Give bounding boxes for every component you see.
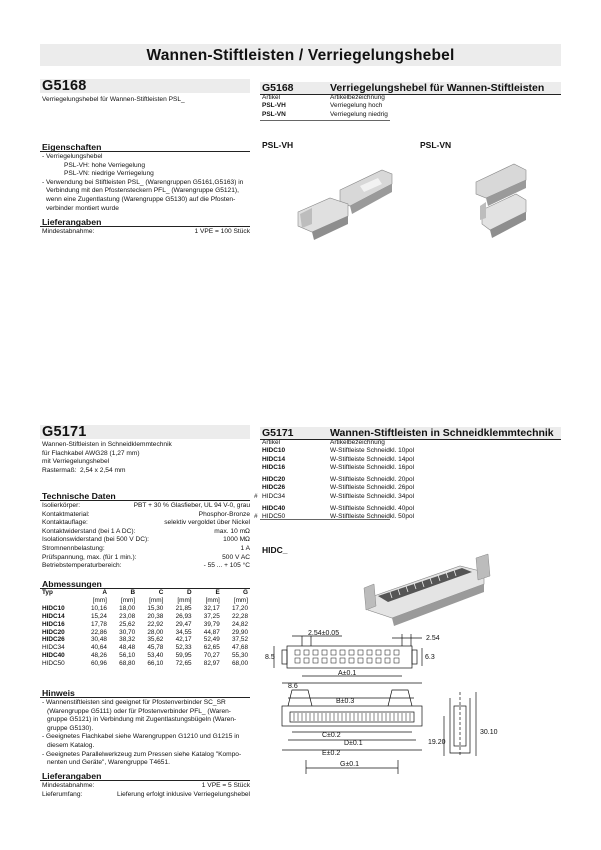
dims-cell: 42,17 [175,636,192,644]
tech-label: Kontaktauflage: [42,519,88,527]
g5168-right-title: Verriegelungshebel für Wannen-Stiftleisten [330,82,545,94]
tech-value: PBT + 30 % Glasfieber, UL 94 V-0, grau [133,502,250,509]
raster-line [42,467,172,476]
pin [322,650,327,655]
discontinued-mark: # [254,492,258,500]
dims-cell: 15,24 [90,612,107,620]
tech-row [42,554,250,563]
dims-header [41,589,249,597]
desc-line: Wannen-Stiftleisten in Schneidklemmtechnik [42,441,172,448]
prop-line: verbinder montiert wurde [46,204,119,212]
dims-cell: HIDC10 [42,604,65,612]
photo-label-psl-vh: PSL-VH [262,140,294,150]
dims-cell: [mm] [92,596,107,604]
dims-cell: 18,00 [119,604,136,612]
dims-cell: 48,48 [119,644,136,652]
dims-cell: 34,55 [175,628,192,636]
pin [394,650,399,655]
dims-cell: HIDC40 [42,652,65,660]
dims-cell: 24,82 [232,620,248,628]
g5171-table [254,439,554,522]
dims-cell: 56,10 [119,652,136,660]
dims-cell: [mm] [177,596,192,604]
g5171-delivery [42,782,250,799]
dims-cell: 70,27 [203,652,220,660]
dims-cell: B [130,589,136,596]
pin [340,650,345,655]
pin [376,650,381,655]
discontinued-mark [254,476,262,484]
dims-cell: 45,78 [147,644,164,652]
discontinued-mark [254,505,262,513]
tech-row [42,528,250,537]
dims-cell: 55,30 [232,652,248,660]
table-header [254,439,554,447]
col-bezeichnung: Artikelbezeichnung [330,94,385,101]
dims-cell: HIDC34 [42,644,65,652]
note-line: gruppe G5130). [47,724,94,732]
article-code: HIDC34 [262,492,286,500]
photo-label-hidc: HIDC_ [262,545,288,555]
dims-cell: 28,00 [147,628,164,636]
g5168-delivery-value: 1 VPE = 100 Stück [194,228,250,235]
dims-cell: 48,26 [90,652,107,660]
g5168-props-rule [40,151,250,152]
article-code: PSL-VH [262,102,286,110]
dims-cell: E [215,589,220,596]
g5168-delivery-title: Lieferangaben [42,217,102,227]
dims-cell: 44,87 [203,628,220,636]
dims-cell: 38,32 [119,636,136,644]
article-code: HIDC14 [262,455,286,463]
note-line: (Warengruppe G5111) oder für Pfostenverbinder PFL_ (Waren- [47,707,231,715]
dims-cell: 62,65 [203,644,220,652]
dims-cell: 17,78 [90,620,107,628]
g5171-code: G5171 [42,424,87,440]
article-desc: W-Stiftleiste Schneidkl. 16pol [330,463,415,471]
pin [322,658,327,663]
pin [358,658,363,663]
prop-line: Verbindung mit den Pfostensteckern PFL_ (Warengruppe G5121), [46,187,239,195]
article-desc: W-Stiftleiste Schneidkl. 10pol [330,447,415,455]
photo-label-psl-vn: PSL-VN [420,140,452,150]
pin [358,650,363,655]
tech-value: - 55 ... + 105 °C [203,562,250,570]
pin [385,650,390,655]
tech-label: Kontaktmaterial: [42,510,90,518]
prop-line: - Verwendung bei Stiftleisten PSL_ (Warengruppen G5161,G5163) in [42,178,244,186]
delivery-row [42,782,250,791]
dims-cell: 17,20 [232,604,248,612]
g5171-description [42,441,172,475]
hidc-photo [360,548,500,628]
g5168-delivery-label: Mindestabnahme: [42,228,95,235]
dims-table [41,589,249,668]
g5168-props [42,153,250,213]
tech-row [42,519,250,528]
table-row [254,456,554,464]
pin [349,658,354,663]
dims-cell: 29,90 [232,628,248,636]
dims-cell: 52,33 [175,644,192,652]
dims-cell: 47,68 [232,644,248,652]
g5168-table [262,94,560,119]
article-desc: W-Stiftleiste Schneidkl. 14pol [330,455,415,463]
table-row [254,476,554,484]
dim-c: C±0.2 [322,732,341,739]
tech-row [42,545,250,554]
dims-cell: [mm] [205,596,220,604]
desc-line: mit Verriegelungshebel [42,458,110,466]
article-code: HIDC26 [262,484,286,492]
table-row [41,644,249,652]
col-artikel: Artikel [262,94,281,101]
pin [340,658,345,663]
dims-cell: HIDC26 [42,636,65,644]
pin [385,658,390,663]
dims-cell: 26,93 [175,612,192,620]
table-row [262,111,560,119]
dims-cell: 30,48 [90,636,107,644]
dims-cell: 66,10 [147,660,164,668]
article-desc: Verriegelung niedrig [330,110,388,118]
pin [349,650,354,655]
note-line: diesem Katalog. [47,741,95,749]
g5168-props-title: Eigenschaften [42,142,102,152]
g5168-subtitle: Verriegelungshebel für Wannen-Stiftleisten PSL_ [42,96,185,103]
pin [376,658,381,663]
table-row [41,613,249,621]
g5171-right-title: Wannen-Stiftleisten in Schneidklemmtechnik [330,427,554,439]
dims-cell: 59,95 [175,652,192,660]
dims-cell: HIDC50 [42,660,65,668]
tech-row [42,502,250,511]
col-artikel: Artikel [262,439,281,446]
tech-value: 500 V AC [222,553,250,561]
dim-e: E±0.2 [322,750,341,757]
dims-cell: 20,38 [147,612,164,620]
dim-h2: 30.10 [480,729,498,736]
g5168-table-bottom-rule [260,120,390,121]
dim-height-right: 6.3 [425,654,435,661]
dim-w: 8.6 [288,683,298,690]
tech-row [42,511,250,520]
g5171-right-code: G5171 [262,427,294,439]
dims-cell: 21,85 [175,604,192,612]
psl-vn-image [476,164,526,238]
dims-cell: HIDC20 [42,628,65,636]
delivery-value: Lieferung erfolgt inklusive Verriegelungshebel [116,790,250,798]
dims-cell: 68,80 [119,660,136,668]
dims-cell: 29,47 [175,620,192,628]
dim-pitch: 2.54±0.05 [308,630,340,637]
dims-cell: 40,64 [90,644,107,652]
dims-cell: [mm] [149,596,164,604]
dims-cell: 82,97 [203,660,220,668]
dims-cell: 10,16 [90,604,107,612]
pin [313,650,318,655]
tech-value: selektiv vergoldet über Nickel [164,519,250,527]
desc-line: für Flachkabel AWG28 (1,27 mm) [42,449,140,457]
tech-label: Isolierkörper: [42,502,81,509]
notes-title: Hinweis [42,688,75,698]
discontinued-mark [254,447,262,455]
pin [295,650,300,655]
dims-cell: C [158,589,164,596]
psl-lever-photo [290,150,550,260]
raster-value: 2,54 x 2,54 mm [80,466,126,474]
dim-height-left: 8.5 [265,654,275,661]
dim-h1: 19.20 [428,739,446,746]
pin [313,658,318,663]
page-title: Wannen-Stiftleisten / Verriegelungshebel [146,47,455,64]
dims-cell: 52,49 [203,636,220,644]
discontinued-mark [254,484,262,492]
article-desc: W-Stiftleiste Schneidkl. 34pol [330,492,415,500]
article-code: HIDC10 [262,447,286,455]
table-row [254,484,554,492]
dims-cell: 23,08 [119,612,136,620]
dims-cell: 22,86 [90,628,107,636]
dims-cell: HIDC16 [42,620,65,628]
dims-units [41,597,249,605]
dims-cell: 37,25 [203,612,220,620]
drawing-end-view [444,692,476,756]
table-row [41,652,249,660]
dim-a: A±0.1 [338,670,357,677]
dims-cell: 25,62 [119,620,136,628]
dims-cell: 15,30 [147,604,164,612]
dims-cell: 39,79 [203,620,220,628]
dim-g: G±0.1 [340,761,360,768]
col-bezeichnung: Artikelbezeichnung [330,439,385,446]
pin [331,650,336,655]
article-desc: W-Stiftleiste Schneidkl. 50pol [330,513,415,521]
tech-title: Technische Daten [42,491,116,501]
g5171-delivery-title: Lieferangaben [42,771,102,781]
note-line: nenten und Geräte", Warengruppe T4651. [47,759,170,767]
pin [295,658,300,663]
tech-value: Phosphor-Bronze [198,510,250,518]
article-code: HIDC16 [262,463,286,471]
table-row [254,505,554,513]
g5171-delivery-rule [40,780,250,781]
table-row [41,621,249,629]
prop-line: PSL-VN: niedrige Verriegelung [64,170,154,178]
article-code: HIDC50 [262,513,286,521]
note-line: - Wannenstiftleisten sind geeignet für Pfostenverbinder SC_SR [42,699,226,706]
article-code: PSL-VN [262,110,286,118]
g5171-table-bottom-rule [260,519,390,520]
note-line: - Geeignetes Flachkabel siehe Warengruppen G1210 und G1215 in [42,733,240,741]
notes-rule [40,697,250,698]
discontinued-mark [254,456,262,464]
dims-cell: A [102,589,107,596]
dim-b: B±0.3 [336,698,355,705]
dims-cell: Typ [42,589,53,596]
tech-label: Kontaktwiderstand (bei 1 A DC): [42,527,136,535]
table-row [262,102,560,110]
psl-vh-image [298,170,392,240]
tech-label: Betriebstemperaturbereich: [42,562,122,570]
dims-cell: 72,65 [175,660,192,668]
table-row [254,493,554,501]
dims-cell: 53,40 [147,652,164,660]
tech-row [42,536,250,545]
article-code: HIDC40 [262,505,286,513]
table-row [41,629,249,637]
article-desc: W-Stiftleiste Schneidkl. 20pol [330,476,415,484]
tech-list [42,502,250,571]
discontinued-mark: # [254,513,258,521]
pin [394,658,399,663]
dims-cell: 32,17 [203,604,220,612]
prop-line: wenn eine Zugentlastung (Warengruppe G5130) auf die Pfosten- [46,195,236,203]
table-row [41,636,249,644]
notes [42,699,250,768]
article-desc: W-Stiftleiste Schneidkl. 26pol [330,484,415,492]
dims-cell: 22,28 [232,612,248,620]
tech-row [42,562,250,571]
tech-label: Prüfspannung, max. (für 1 min.): [42,553,137,561]
g5168-code: G5168 [42,78,87,94]
dims-cell: 35,62 [147,636,164,644]
tech-value: 1 A [240,544,250,552]
dims-cell: [mm] [233,596,248,604]
delivery-label: Lieferumfang: [42,790,83,798]
table-row [254,447,554,455]
dims-cell: 68,00 [232,660,248,668]
table-row [41,660,249,668]
tech-value: max. 10 mΩ [214,527,250,535]
dims-cell: HIDC14 [42,612,65,620]
prop-line: PSL-VH: hohe Verriegelung [64,161,146,169]
delivery-label: Mindestabnahme: [42,782,95,789]
delivery-value: 1 VPE = 5 Stück [201,782,250,789]
dims-cell: 30,70 [119,628,136,636]
pin [367,658,372,663]
dims-cell: D [186,589,192,596]
raster-label: Rastermaß: [42,466,77,474]
dims-cell: 37,52 [232,636,248,644]
dims-cell: [mm] [120,596,136,604]
article-code: HIDC20 [262,476,286,484]
tech-value: 1000 MΩ [223,536,250,544]
table-row [41,605,249,613]
dims-cell: G [243,589,248,596]
pin [367,650,372,655]
table-row [254,464,554,472]
hidc-technical-drawing [262,628,561,798]
dims-cell: 60,96 [90,660,107,668]
prop-line: - Verriegelungshebel [42,153,103,160]
article-desc: Verriegelung hoch [330,102,383,110]
dims-cell [41,597,80,605]
delivery-row [42,791,250,800]
g5168-right-code: G5168 [262,82,294,94]
tech-rule [40,500,250,501]
dim-pin: 2.54 [426,635,440,642]
tech-label: Isolationswiderstand (bei 500 V DC): [42,536,150,544]
table-row [254,513,554,521]
dim-d: D±0.1 [344,740,363,747]
note-line: gruppe G5121) in Verbindung mit Zugentlastungsbügeln (Waren- [47,716,237,724]
discontinued-mark [254,464,262,472]
dims-title: Abmessungen [42,579,102,589]
note-line: - Geeignetes Parallelwerkzeug zum Pressen siehe Katalog "Kompo- [42,750,242,758]
pin [304,650,309,655]
table-header [262,94,560,102]
pin [331,658,336,663]
article-desc: W-Stiftleiste Schneidkl. 40pol [330,505,415,513]
dims-cell: 22,92 [147,620,164,628]
tech-label: Stromnennbelastung: [42,544,105,552]
g5168-delivery-rule [40,226,250,227]
pin [304,658,309,663]
